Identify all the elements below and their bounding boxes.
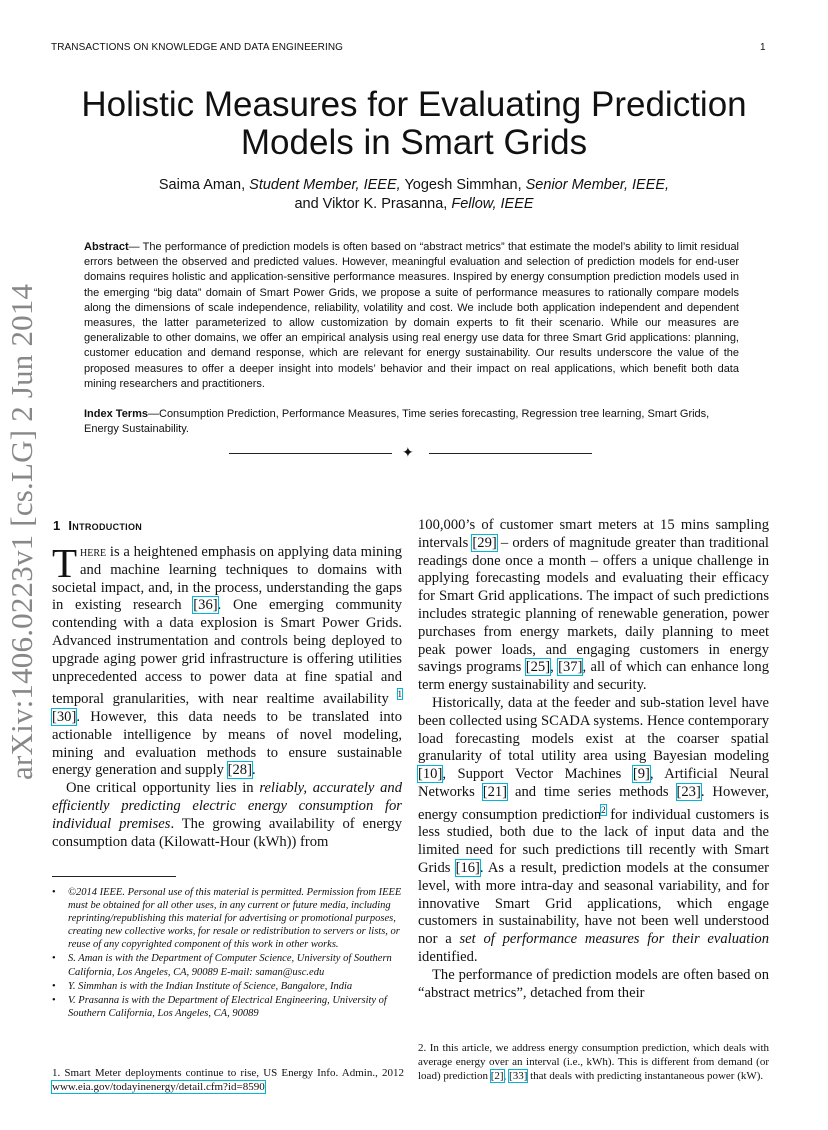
citation-link[interactable]: [29] [472,534,497,551]
text-run: . However, energy consumption prediction [418,783,769,823]
text-run: . The growing availability of energy consumption data (Kilowatt-Hour (kWh)) from [52,815,402,850]
title-line-1: Holistic Measures for Evaluating Prediction [81,85,747,124]
col2-paragraph-1 [418,517,769,695]
drop-cap: T [52,540,78,586]
citation-link[interactable]: [23] [676,783,701,800]
abstract-text: — The performance of prediction models is often based on “abstract metrics” that estimate the model’s ability to limit residual errors between the observed and predicted values. However, meaningful evaluation and selection of prediction models for end-user domains requires holistic and application-sensitive performance measures. Inspired by energy consumption prediction models used in the emerging “big data” domain of Smart Power Grids, we propose a suite of performance measures to rationally compare models along the dimensions of scale independence, reliability, volatility and cost. We include both application independent and dependent measures, the latter parameterized to allow customization by domain experts to fit their scenario. While our measures are generalizable to other domains, we offer an empirical analysis using real energy use data for three Smart Grid applications: planning, customer education and demand response, which are relevant for energy sustainability. Our results underscore the value of the proposed measures to offer a deeper insight into models’ behavior and their impact on real applications, which benefit both data mining researchers and practitioners. [84,241,739,390]
citation-link[interactable]: [10] [418,766,443,783]
footnote-2 [418,1041,769,1083]
intro-paragraph-2 [52,780,402,851]
citation-link[interactable]: [16] [455,860,480,876]
section-number: 1 [53,518,61,533]
section-heading [53,518,142,533]
footnote-1 [52,1066,404,1094]
divider-diamond-icon: ✦ [402,444,414,460]
affiliation-note [52,994,404,1020]
footnote-text: 1. Smart Meter deployments continue to rise, US Energy Info. Admin., 2012 [52,1067,404,1079]
column-right [418,517,769,1002]
abstract-label: Abstract [84,241,129,253]
emphasis-text: set of performance measures for their evaluation [459,931,769,948]
footnote-2-marker[interactable]: 2 [601,804,606,815]
text-run: is a heightened emphasis on applying data mining and machine learning techniques to domains with societal impact, and, in the process, understanding the gaps in existing research [52,544,402,614]
authors-line-2 [60,195,768,214]
citation-link[interactable]: [36] [193,597,218,614]
citation-link[interactable]: [9] [632,766,650,783]
author-list [60,176,768,214]
title-line-2: Models in Smart Grids [240,123,588,162]
citation-link[interactable]: [21] [482,783,508,800]
author-3-role: Fellow, IEEE [451,196,534,212]
text-run: 100,000’s of customer smart meters at 15 mins sampling intervals [418,517,769,551]
affiliation-note [52,980,404,993]
divider-right [429,453,592,454]
index-terms-label: Index Terms [84,408,148,420]
abstract [84,240,739,392]
footnote-text: 2. In this article, we address energy consumption prediction, which deals with average energy over an interval (i.e., kWh). This is different from demand (or load) prediction [418,1042,769,1082]
footnote-text: that deals with predicting instantaneous power (kW). [527,1070,764,1082]
text-run: , [503,1070,510,1082]
text-run: identified. [418,948,478,965]
text-run: , [550,659,559,676]
text-run: . [251,762,256,779]
citation-link[interactable]: [37] [558,659,583,676]
arxiv-stamp: arXiv:1406.0223v1 [cs.LG] 2 Jun 2014 [4,283,39,780]
bullet-icon: • [52,887,56,898]
journal-header: TRANSACTIONS ON KNOWLEDGE AND DATA ENGINEERING [51,42,344,53]
note-text: S. Aman is with the Department of Computer Science, University of Southern California, Los Angeles, CA, 90089 E-mail: saman@usc.edu [68,953,392,978]
text-run: , all of which can enhance long term energy sustainability and security. [418,659,769,694]
affiliation-note [52,952,404,978]
intro-paragraph-1 [52,540,402,780]
text-run: and time series methods [507,783,677,800]
col2-paragraph-2 [418,695,769,967]
text-run: for individual customers is less studied, both due to the lack of input data and the limited need for such predictions till recently with Smart Grids [418,806,769,876]
index-terms [84,407,739,437]
citation-link[interactable]: [33] [509,1070,528,1082]
author-2: Yogesh Simmhan, [400,177,526,193]
citation-link[interactable]: [28] [227,762,252,779]
author-1-role: Student Member, IEEE, [249,177,401,193]
citation-link[interactable]: [2] [490,1070,504,1082]
authors-line-1 [60,176,768,195]
smallcaps-word: here [80,544,107,560]
footnote-url-link[interactable]: www.eia.gov/todayinenergy/detail.cfm?id=8590 [52,1081,265,1093]
affiliation-notes [52,886,404,1021]
divider-left [229,453,392,454]
note-text: ©2014 IEEE. Personal use of this material is permitted. Permission from IEEE must be obtained for all other uses, in any current or future media, including reprinting/republishing this material for advertising or promotional purposes, creating new collective works, for resale or redistribution to servers or lists, or reuse of any copyrighted component of this work in other works. [68,887,402,951]
author-1: Saima Aman, [158,177,250,193]
text-run: . As a result, prediction models at the consumer level, with more intra-day and seasonal variability, and for innovative Smart Grid applications, which engage customers in sustainability, have not been well understood nor a [418,860,769,948]
citation-link[interactable]: [25] [525,659,551,676]
author-2-role: Senior Member, IEEE, [525,177,670,193]
author-3: and Viktor K. Prasanna, [294,196,452,212]
affiliation-note [52,886,404,951]
footnote-1-marker[interactable]: 1 [397,689,402,700]
note-text: V. Prasanna is with the Department of Electrical Engineering, University of Southern California, Los Angeles, CA, 90089 [68,994,387,1019]
bullet-icon: • [52,980,56,992]
text-run: , Artificial Neural Networks [418,766,769,800]
emphasis-text: reliably, accurately and efficiently predicting electric energy consumption for individual premises [52,780,402,832]
bullet-icon: • [52,953,56,965]
text-run: . One emerging community contending with a data explosion is Smart Power Grids. Advanced instrumentation and controls being deployed to upgrade aging power grid infrastructure is offering utilities unprecedented access to power data at fine spatial and temporal granularities, with near realtime availability [52,597,402,708]
text-run: One critical opportunity lies in [66,780,260,797]
col2-paragraph-3: The performance of prediction models are often based on “abstract metrics”, detached from their [418,966,769,1001]
column-left [52,540,402,851]
text-run: Historically, data at the feeder and sub-station level have been collected using SCADA systems. Hence contemporary load forecasting models exist at the coarser spatial granularity of total utility area using Bayesian modeling [418,694,769,765]
index-terms-text: —Consumption Prediction, Performance Measures, Time series forecasting, Regression tree learning, Smart Grids, Energy Sustainability. [84,408,710,436]
bullet-icon: • [52,994,56,1006]
section-title: Introduction [68,518,143,533]
footnote-rule [52,876,176,877]
note-text: Y. Simmhan is with the Indian Institute of Science, Bangalore, India [68,980,353,992]
citation-link[interactable]: [30] [52,709,77,726]
text-run: , Support Vector Machines [442,766,633,783]
page-number: 1 [760,42,766,53]
text-run: – orders of magnitude greater than traditional readings done once a month – offers a unique challenge in applying forecasting models and evaluating their efficacy for Smart Grid applications. The impact of such predictions includes strategic planning of renewable generation, power purchases from energy markets, daily planning to meet peak power loads, and engaging customers in energy savings programs [418,534,769,676]
text-run: . However, this data needs to be translated into actionable intelligence by means of novel modeling, mining and evaluation methods to ensure sustainable energy generation and supply [52,709,402,779]
paper-title [40,86,788,162]
